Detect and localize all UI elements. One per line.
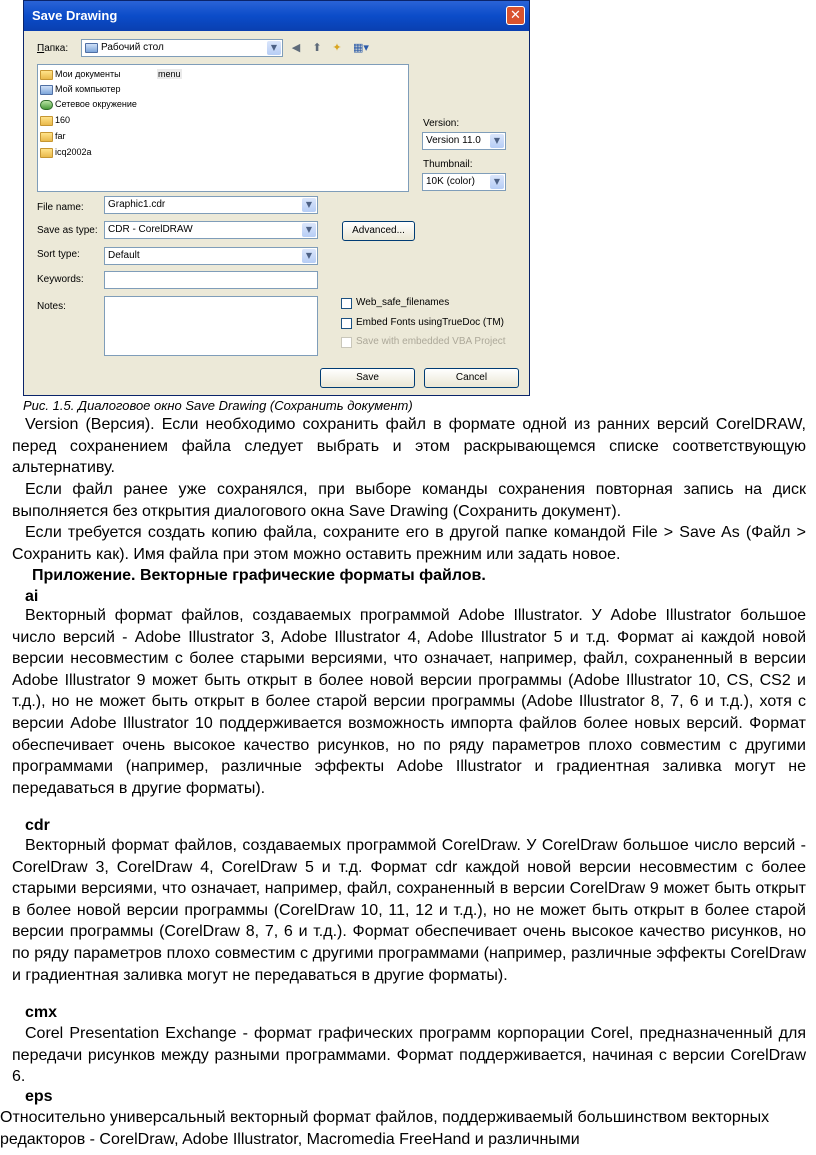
network-icon [40,100,53,110]
savetype-select[interactable] [104,221,318,239]
close-button[interactable]: ✕ [506,6,525,25]
vba-checkbox [341,337,352,348]
save-drawing-dialog [23,0,530,396]
cdr-paragraph: Векторный формат файлов, создаваемых программой CorelDraw. У CorelDraw большое число версий - CorelDraw 3, CorelDraw 4, CorelDraw 5 и т.д. Формат cdr каждой новой версии несовместим с более старыми версиями, что означает, например, файл, сохраненный в версии CorelDraw 9 может быть открыт в более новой версии программы (CorelDraw 10, 11, 12 и т.д.), но не может быть открыт в более старой версии программы (CorelDraw 8, 7, 6 и т.д.). Формат обеспечивает очень высокое качество рисунков, но по ряду параметров плохо совместим с другими программами (например, различные эффекты CorelDraw и градиентная заливка могут не передаваться в другие форматы). [12,837,806,984]
eps-heading: eps [25,1088,53,1105]
folder-select[interactable] [81,39,283,57]
ai-paragraph: Векторный формат файлов, создаваемых программой Adobe Illustrator. У Adobe Illustrator большое число версий - Adobe Illustrator 3, Adobe Illustrator 4, Adobe Illustrator 5 и т.д. Формат ai каждой новой версии несовместим с более старыми версиями, что означает, например, файл, сохраненный в версии Adobe Illustrator 9 может быть открыт в более новой версии программы (Adobe Illustrator 10, CS, CS2 и т.д.), но не может быть открыт в более старой версии программы (Adobe Illustrator 8, 7, 6 и т.д.), хотя с версии Adobe Illustrator 10 поддерживается возможность импорта файлов более новых версий. Формат обеспечивает очень высокое качество рисунков, но по ряду параметров плохо совместим с другими программами (например, различные эффекты Adobe Illustrator и градиентная заливка могут не передаваться в другие форматы). [12,607,806,797]
menu-tag: menu [158,69,181,79]
list-item[interactable] [40,97,137,112]
version-label: Version: [423,118,460,129]
keywords-input[interactable] [104,271,318,289]
notes-label: Notes: [37,301,66,312]
cmx-heading: cmx [25,1004,58,1021]
cancel-button[interactable]: Cancel [424,368,519,388]
chevron-down-icon[interactable]: ▼ [302,223,316,237]
vba-label: Save with embedded VBA Project [356,336,506,347]
version-select-value: Version 11.0 [426,135,481,146]
up-folder-icon[interactable]: ⬆ [312,41,322,54]
cdr-heading: cdr [25,817,50,834]
folder-label [37,43,68,54]
file-name: Сетевое окружение [55,99,137,109]
sorttype-select[interactable] [104,247,318,265]
sorttype-value: Default [108,250,140,261]
file-name: 160 [55,115,71,125]
keywords-label: Keywords: [37,274,84,285]
folder-icon [40,132,53,142]
my-documents-icon [40,70,53,80]
my-computer-icon [40,85,53,95]
desktop-icon [85,43,98,53]
filename-value: Graphic1.cdr [108,199,166,210]
paragraph-version: Version (Версия). Если необходимо сохранить файл в формате одной из ранних версий CorelDRAW, перед сохранением файла следует выбрать и этом раскрывающемся списке соответствующую альтернативу. [12,416,806,477]
filename-label: File name: [37,202,84,213]
dialog-title: Save Drawing [32,8,118,23]
folder-label-accesskey: П [37,43,45,54]
list-item[interactable] [40,129,66,144]
folder-select-value: Рабочий стол [101,42,164,53]
paragraph-copy: Если требуется создать копию файла, сохраните его в другой папке командой File > Save As (Файл > Сохранить как). Имя файла при этом можно оставить прежним или задать новое. [12,524,806,563]
chevron-down-icon[interactable]: ▼ [267,41,281,55]
chevron-down-icon[interactable]: ▼ [302,249,316,263]
dialog-titlebar [24,1,529,31]
chevron-down-icon[interactable]: ▼ [302,198,316,212]
thumbnail-select[interactable] [422,173,506,191]
folder-label-text: апка: [44,43,69,54]
figure-caption: Рис. 1.5. Диалоговое окно Save Drawing (Сохранить документ) [23,398,413,413]
back-icon[interactable]: ◀ [291,41,301,54]
notes-textarea[interactable] [104,296,318,356]
list-item[interactable] [40,82,121,97]
list-item[interactable] [40,67,121,82]
paragraph-resave: Если файл ранее уже сохранялся, при выборе команды сохранения повторная запись на диск выполняется без открытия диалогового окна Save Drawing (Сохранить документ). [12,481,806,520]
ai-heading: ai [25,588,39,605]
savetype-label: Save as type: [37,225,98,236]
file-name: Мой компьютер [55,84,121,94]
web-safe-checkbox[interactable] [341,298,352,309]
advanced-button[interactable]: Advanced... [342,221,415,241]
file-name: icq2002a [55,147,92,157]
file-name: Мои документы [55,69,121,79]
new-folder-icon[interactable]: ✦ [332,41,342,54]
sorttype-label: Sort type: [37,249,80,260]
chevron-down-icon[interactable]: ▼ [490,134,504,148]
filename-input[interactable] [104,196,318,214]
file-name: far [55,131,66,141]
save-button[interactable]: Save [320,368,415,388]
chevron-down-icon[interactable]: ▼ [490,175,504,189]
folder-icon [40,116,53,126]
list-item[interactable] [40,113,70,128]
version-select[interactable] [422,132,506,150]
appendix-heading: Приложение. Векторные графические форматы файлов. [32,567,486,584]
thumbnail-select-value: 10K (color) [426,176,475,187]
savetype-value: CDR - CorelDRAW [108,224,193,235]
thumbnail-label: Thumbnail: [423,159,473,170]
eps-paragraph: Относительно универсальный векторный формат файлов, поддерживаемый большинством векторных редакторов - CorelDraw, Adobe Illustrator, Macromedia FreeHand и различными [0,1109,770,1148]
folder-icon [40,148,53,158]
embed-fonts-checkbox[interactable] [341,318,352,329]
embed-fonts-label: Embed Fonts usingTrueDoc (TM) [356,317,505,328]
list-item[interactable] [40,145,92,160]
view-menu-icon[interactable]: ▦▾ [353,41,369,54]
cmx-paragraph: Corel Presentation Exchange - формат графических программ корпорации Corel, предназначенный для передачи рисунков между разными программами. Формат поддерживается, начиная с версии CorelDraw 6. [12,1025,806,1086]
file-list[interactable] [37,64,409,192]
web-safe-label: Web_safe_filenames [356,297,450,308]
